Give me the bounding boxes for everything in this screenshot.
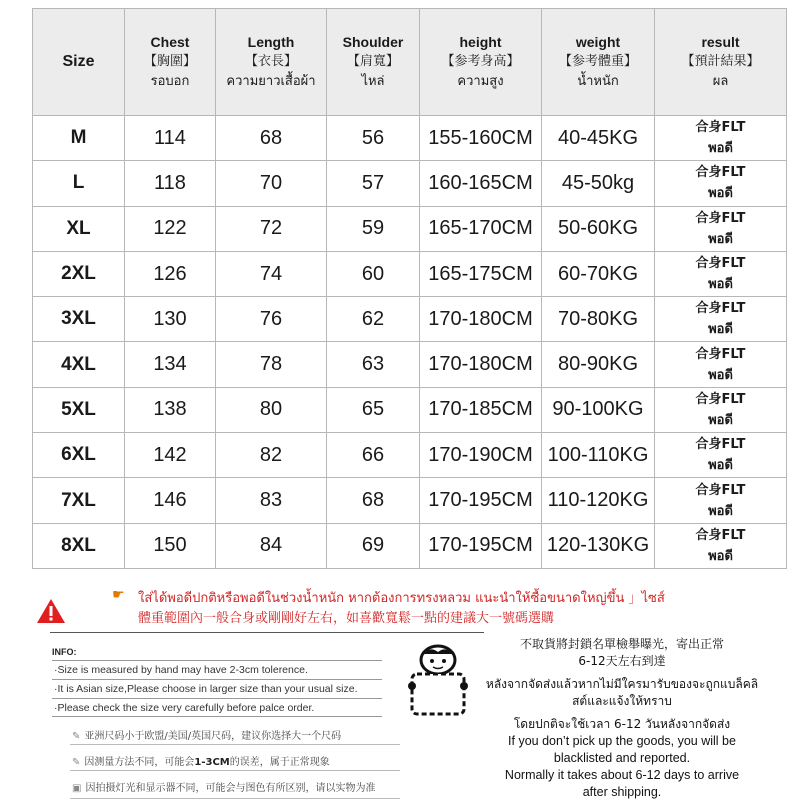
height-cell: 170-195CM bbox=[420, 523, 542, 568]
shoulder-cell: 59 bbox=[327, 206, 420, 251]
length-cell: 70 bbox=[216, 161, 327, 206]
result-cell bbox=[655, 342, 787, 387]
header-weight-cn: 【参考體重】 bbox=[558, 54, 637, 69]
size-cell: 8XL bbox=[33, 523, 125, 568]
weight-cell: 60-70KG bbox=[542, 251, 655, 296]
header-height-label: height bbox=[459, 34, 502, 50]
length-cell: 72 bbox=[216, 206, 327, 251]
weight-cell: 80-90KG bbox=[542, 342, 655, 387]
length-cell: 83 bbox=[216, 478, 327, 523]
length-cell: 84 bbox=[216, 523, 327, 568]
header-chest-label: Chest bbox=[150, 34, 190, 50]
result-cell bbox=[655, 433, 787, 478]
result-th: พอดี bbox=[708, 367, 733, 383]
result-th: พอดี bbox=[708, 458, 733, 474]
header-shoulder bbox=[327, 9, 420, 116]
info-line: ·Please check the size very carefully before palce order. bbox=[52, 698, 382, 717]
header-result-th: ผล bbox=[712, 74, 729, 89]
table-row bbox=[33, 206, 787, 251]
height-cell: 170-180CM bbox=[420, 297, 542, 342]
result-cn: 合身FLT bbox=[695, 437, 746, 453]
result-cn: 合身FLT bbox=[695, 210, 746, 226]
shoulder-cell: 56 bbox=[327, 116, 420, 161]
length-cell: 82 bbox=[216, 433, 327, 478]
header-weight bbox=[542, 9, 655, 116]
header-size-label: Size bbox=[62, 53, 95, 70]
weight-cell: 70-80KG bbox=[542, 297, 655, 342]
header-result-label: result bbox=[701, 34, 740, 50]
chest-cell: 142 bbox=[125, 433, 216, 478]
weight-cell: 50-60KG bbox=[542, 206, 655, 251]
divider bbox=[70, 798, 400, 799]
result-cn: 合身FLT bbox=[695, 301, 746, 317]
chest-cell: 126 bbox=[125, 251, 216, 296]
cn-note-size-text: 亚洲尺码小于欧盟/美国/英国尺码，建议你选择大一个尺码 bbox=[84, 731, 342, 742]
header-height-cn: 【参考身高】 bbox=[441, 54, 520, 69]
shoulder-cell: 63 bbox=[327, 342, 420, 387]
chest-cell: 114 bbox=[125, 116, 216, 161]
result-th: พอดี bbox=[708, 412, 733, 428]
divider bbox=[50, 632, 484, 633]
size-chart-table bbox=[32, 8, 787, 569]
result-cell bbox=[655, 161, 787, 206]
pointing-hand-icon: ☛ bbox=[112, 586, 125, 602]
cn-note-measure bbox=[72, 753, 452, 768]
height-cell: 165-170CM bbox=[420, 206, 542, 251]
table-row bbox=[33, 161, 787, 206]
header-height-th: ความสูง bbox=[457, 74, 504, 89]
chest-cell: 134 bbox=[125, 342, 216, 387]
shoulder-cell: 65 bbox=[327, 387, 420, 432]
size-cell: 5XL bbox=[33, 387, 125, 432]
table-row bbox=[33, 297, 787, 342]
result-cn: 合身FLT bbox=[695, 346, 746, 362]
pencil-icon: ✎ bbox=[72, 757, 81, 768]
table-row bbox=[33, 523, 787, 568]
size-cell: 3XL bbox=[33, 297, 125, 342]
chest-cell: 130 bbox=[125, 297, 216, 342]
notice-en-3: Normally it takes about 6-12 days to arrive bbox=[504, 768, 740, 782]
notice-th-3: โดยปกติจะใช้เวลา 6-12 วันหลังจากจัดส่ง bbox=[513, 717, 731, 731]
cn-note-size bbox=[72, 727, 452, 742]
height-cell: 170-190CM bbox=[420, 433, 542, 478]
cn-note-color-text: 因拍摄灯光和显示器不同，可能会与图色有所区别，请以实物为准 bbox=[85, 783, 376, 794]
height-cell: 170-180CM bbox=[420, 342, 542, 387]
result-cell bbox=[655, 478, 787, 523]
result-th: พอดี bbox=[708, 231, 733, 247]
result-th: พอดี bbox=[708, 548, 733, 564]
table-row bbox=[33, 342, 787, 387]
warning-triangle-icon bbox=[36, 598, 66, 624]
result-cell bbox=[655, 523, 787, 568]
info-line: ·It is Asian size,Please choose in larger size than your usual size. bbox=[52, 679, 382, 698]
table-row bbox=[33, 116, 787, 161]
header-weight-label: weight bbox=[575, 34, 621, 50]
result-cell bbox=[655, 206, 787, 251]
shoulder-cell: 62 bbox=[327, 297, 420, 342]
result-cell bbox=[655, 116, 787, 161]
shoulder-cell: 69 bbox=[327, 523, 420, 568]
result-cn: 合身FLT bbox=[695, 527, 746, 543]
header-shoulder-th: ไหล่ bbox=[361, 74, 385, 89]
height-cell: 155-160CM bbox=[420, 116, 542, 161]
result-cell bbox=[655, 387, 787, 432]
shoulder-cell: 68 bbox=[327, 478, 420, 523]
cn-note-measure-highlight: 1-3CM bbox=[194, 757, 230, 768]
height-cell: 160-165CM bbox=[420, 161, 542, 206]
notice-th-2: สต์และแจ้งให้ทราบ bbox=[572, 694, 672, 708]
header-length-label: Length bbox=[247, 34, 295, 50]
header-shoulder-label: Shoulder bbox=[342, 34, 404, 50]
size-cell: 6XL bbox=[33, 433, 125, 478]
shoulder-cell: 57 bbox=[327, 161, 420, 206]
pencil-icon: ✎ bbox=[72, 731, 81, 742]
result-th: พอดี bbox=[708, 141, 733, 157]
header-chest-cn: 【胸圍】 bbox=[143, 54, 196, 69]
header-height bbox=[420, 9, 542, 116]
height-cell: 170-195CM bbox=[420, 478, 542, 523]
header-chest bbox=[125, 9, 216, 116]
cn-note-measure-post: 的误差，属于正常现象 bbox=[229, 757, 330, 768]
height-cell: 170-185CM bbox=[420, 387, 542, 432]
result-cn: 合身FLT bbox=[695, 120, 746, 136]
shoulder-cell: 60 bbox=[327, 251, 420, 296]
result-cn: 合身FLT bbox=[695, 256, 746, 272]
length-cell: 80 bbox=[216, 387, 327, 432]
chest-cell: 146 bbox=[125, 478, 216, 523]
header-row bbox=[33, 9, 787, 116]
result-cn: 合身FLT bbox=[695, 482, 746, 498]
result-cell bbox=[655, 297, 787, 342]
chest-cell: 118 bbox=[125, 161, 216, 206]
length-cell: 74 bbox=[216, 251, 327, 296]
chest-cell: 150 bbox=[125, 523, 216, 568]
shoulder-cell: 66 bbox=[327, 433, 420, 478]
size-cell: 2XL bbox=[33, 251, 125, 296]
result-th: พอดี bbox=[708, 503, 733, 519]
weight-cell: 110-120KG bbox=[542, 478, 655, 523]
result-cell bbox=[655, 251, 787, 296]
result-cn: 合身FLT bbox=[695, 165, 746, 181]
size-cell: 4XL bbox=[33, 342, 125, 387]
weight-cell: 120-130KG bbox=[542, 523, 655, 568]
weight-cell: 45-50kg bbox=[542, 161, 655, 206]
weight-cell: 40-45KG bbox=[542, 116, 655, 161]
length-cell: 68 bbox=[216, 116, 327, 161]
notice-en-1: If you don’t pick up the goods, you will be bbox=[508, 734, 736, 748]
fit-note-thai: ใส่ได้พอดีปกติหรือพอดีในช่วงน้ำหนัก หากต้องการทรงหลวม แนะนำให้ซื้อขนาดใหญ่ขึ้น 」ไซส์ bbox=[138, 591, 665, 606]
cn-note-measure-pre: 因测量方法不同，可能会 bbox=[84, 757, 195, 768]
chest-cell: 122 bbox=[125, 206, 216, 251]
result-th: พอดี bbox=[708, 186, 733, 202]
table-row bbox=[33, 387, 787, 432]
table-row bbox=[33, 251, 787, 296]
divider bbox=[70, 744, 400, 745]
chest-cell: 138 bbox=[125, 387, 216, 432]
header-chest-th: รอบอก bbox=[150, 74, 190, 89]
fit-note-chinese: 體重範圍內一般合身或剛剛好左右，如喜歡寬鬆一點的建議大一號碼選購 bbox=[138, 611, 555, 626]
weight-cell: 90-100KG bbox=[542, 387, 655, 432]
divider bbox=[70, 770, 400, 771]
length-cell: 76 bbox=[216, 297, 327, 342]
header-result bbox=[655, 9, 787, 116]
camera-icon: ▣ bbox=[72, 783, 82, 794]
info-title: INFO: bbox=[52, 647, 77, 657]
header-weight-th: น้ำหนัก bbox=[577, 74, 619, 89]
table-row bbox=[33, 433, 787, 478]
header-size bbox=[33, 9, 125, 116]
header-length bbox=[216, 9, 327, 116]
header-shoulder-cn: 【肩寬】 bbox=[346, 54, 399, 69]
header-result-cn: 【預計結果】 bbox=[681, 54, 760, 69]
result-th: พอดี bbox=[708, 322, 733, 338]
notice-en-4: after shipping. bbox=[582, 785, 662, 799]
shipping-notice bbox=[462, 636, 782, 801]
notice-th-1: หลังจากจัดส่งแล้วหากไม่มีใครมารับของจะถูกแบล็คลิ bbox=[485, 677, 759, 691]
info-line: ·Size is measured by hand may have 2-3cm tolerence. bbox=[52, 660, 382, 679]
table-row bbox=[33, 478, 787, 523]
size-cell: 7XL bbox=[33, 478, 125, 523]
notice-en-2: blacklisted and reported. bbox=[553, 751, 691, 765]
header-length-cn: 【衣長】 bbox=[244, 54, 297, 69]
result-cn: 合身FLT bbox=[695, 391, 746, 407]
weight-cell: 100-110KG bbox=[542, 433, 655, 478]
size-cell: M bbox=[33, 116, 125, 161]
header-length-th: ความยาวเสื้อผ้า bbox=[226, 74, 316, 89]
result-th: พอดี bbox=[708, 277, 733, 293]
length-cell: 78 bbox=[216, 342, 327, 387]
size-cell: L bbox=[33, 161, 125, 206]
cn-note-color bbox=[72, 779, 452, 794]
notice-cn-2: 6-12天左右到達 bbox=[578, 654, 666, 668]
height-cell: 165-175CM bbox=[420, 251, 542, 296]
notice-cn-1: 不取貨將封鎖名單檢舉曝光，寄出正常 bbox=[519, 637, 724, 651]
size-cell: XL bbox=[33, 206, 125, 251]
